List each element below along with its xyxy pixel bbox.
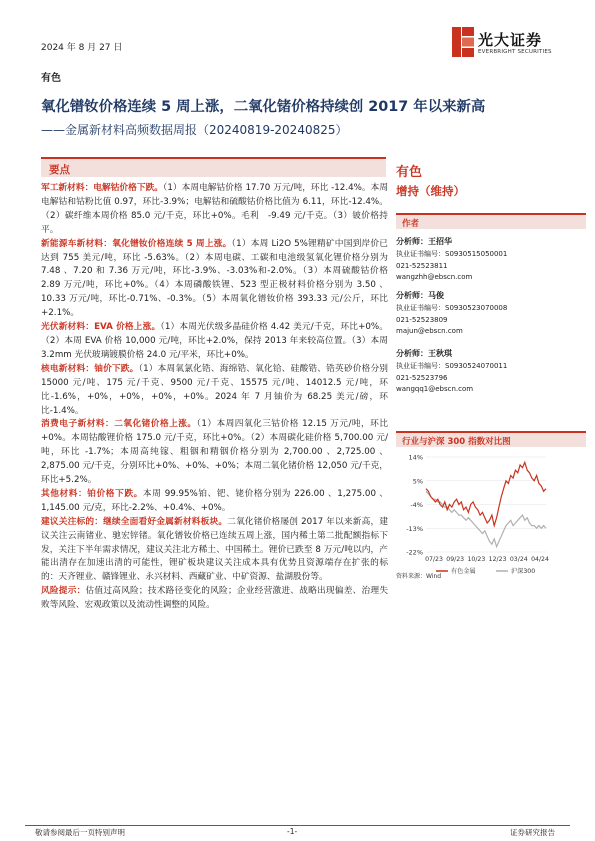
x-tick-label: 07/23 [425, 556, 443, 563]
industry-label: 有色 [41, 73, 61, 84]
sidebar-industry: 有色 [396, 165, 423, 180]
legend-label: 沪深300 [511, 568, 536, 575]
paragraph-label: 新能源车新材料：氧化镨钕价格连续 5 周上涨。 [41, 238, 232, 249]
y-tick-label: -22% [406, 548, 423, 557]
authors-heading: 作者 [402, 219, 420, 229]
paragraph-text: （1）本周 Li2O 5%锂精矿中国到岸价已达到 755 美元/吨，环比 -5.63%。（2）本周电碳、工碳和电池级氢氧化锂价格分别为 7.48 、7.20 和 7.36 万元/吨，环比-3.9%、-3.03%和-2.0%。（3）本周硫酸钴价格 2.89 万元/吨，环比+0%。（4）本周磷酸铁锂、523 型正极材料价格分别为 3.50 、10.33 万元/吨，环比-0.71%、-0.3%。（5）本周氧化镨钕价格 393.33 元/公斤，环比+2.1%。 [41, 238, 388, 319]
summary-paragraph [41, 238, 388, 321]
analyst-email[interactable]: wangzhh@ebscn.com [396, 273, 473, 282]
summary-section-bar [41, 157, 386, 177]
analyst-phone: 021-52523809 [396, 315, 448, 324]
summary-paragraph [41, 585, 388, 613]
everbright-logo [452, 25, 562, 65]
everbright-logo-icon [452, 27, 474, 57]
paragraph-text: （1）本周光伏级多晶硅价格 4.42 美元/千克，环比+0%。（2）本周 EVA 价格 10,000 元/吨，环比+2.0%，保持 2013 年来较高位置。（3）本周 3.2mm 光伏玻璃镀膜价格 24.0 元/平米，环比+0%。 [41, 322, 388, 360]
paragraph-text: 二氧化锗价格屡创 2017 年以来新高，建议关注云南锗业、驰宏锌锗。氧化镨钕价格已连续五周上涨，国内稀土第二批配额指标下发，关注下半年需求情况，建议关注北方稀土、中国稀土。锂价已跌至 8 万元/吨以内，产能出清存在加速出清的可能性，锂矿板块建议关注成本具有优势且资源端存在扩张的标的：天齐锂业、赣锋锂业、永兴材料、西藏矿业、中矿资源、盐湖股份等。 [41, 516, 389, 583]
summary-paragraph [41, 363, 388, 419]
analyst-card [396, 347, 507, 396]
summary-paragraph [41, 321, 388, 363]
summary-heading: 要点 [49, 164, 70, 176]
summary-paragraph [41, 516, 388, 586]
analyst-name: 分析师：马俊 [396, 291, 444, 300]
y-tick-label: -4% [410, 501, 423, 509]
footer-rule [25, 825, 570, 826]
chart-source: 资料来源：Wind [396, 573, 442, 580]
analyst-cert: 执业证书编号：S0930523070008 [396, 304, 508, 312]
chart-heading: 行业与沪深 300 指数对比图 [402, 437, 511, 447]
summary-paragraph [41, 488, 388, 516]
paragraph-label: 军工新材料：电解钴价格下跌。 [41, 183, 164, 193]
paragraph-label: 其他材料：铂价格下跌。 [41, 488, 143, 499]
report-date: 2024 年 8 月 27 日 [41, 43, 123, 53]
summary-paragraph [41, 418, 388, 488]
analyst-card [396, 235, 507, 284]
report-subtitle: ——金属新材料高频数据周报（20240819-20240825） [41, 123, 348, 137]
authors-bar [396, 213, 586, 229]
paragraph-label: 消费电子新材料：二氧化锗价格上涨。 [41, 419, 197, 430]
analyst-name: 分析师：王秋琪 [396, 349, 452, 358]
analyst-cert: 执业证书编号：S0930515050001 [396, 250, 508, 258]
summary-body [41, 182, 388, 613]
analyst-phone: 021-52523811 [396, 261, 448, 270]
paragraph-label: 核电新材料：铀价下跌。 [41, 363, 139, 374]
x-tick-label: 04/24 [531, 556, 549, 563]
analyst-email[interactable]: majun@ebscn.com [396, 327, 463, 336]
page-number: -1- [287, 827, 298, 836]
analyst-name: 分析师：王招华 [396, 237, 452, 246]
paragraph-label: 光伏新材料：EVA 价格上涨。 [41, 322, 161, 333]
paragraph-text: （1）本周四氧化三钴价格 12.15 万元/吨，环比+0%。本周钴酸锂价格 175.0 元/千克，环比+0%。（2）本周碳化硅价格 5,700.00 元/吨，环比 -1.7%；本周高纯镓、粗铟和精铟价格分别为 2,700.00 、2,725.00 、2,875.00 元/千克，分别环比+0%、+0%、+0%；本周二氧化锗价格 12,050 元/千克，环比+5.2%。 [41, 419, 389, 486]
paragraph-text: 本周 99.95%铂、钯、铑价格分别为 226.00 、1,275.00 、1,145.00 元/克，环比-2.2%、+0.4%、+0%。 [41, 488, 388, 513]
y-tick-label: -13% [406, 524, 423, 533]
summary-paragraph [41, 182, 388, 238]
logo-text-cn: 光大证券 [478, 31, 543, 49]
footer-disclaimer[interactable]: 敬请参阅最后一页特别声明 [35, 828, 125, 837]
legend-label: 有色金属 [451, 568, 476, 575]
rating: 增持（维持） [396, 184, 465, 198]
series-line [426, 462, 546, 525]
analyst-phone: 021-52523796 [396, 373, 448, 382]
x-tick-label: 09/23 [446, 556, 465, 563]
x-tick-label: 03/24 [509, 556, 528, 563]
x-tick-label: 12/23 [488, 556, 507, 563]
y-tick-label: 5% [412, 477, 423, 486]
paragraph-label: 风险提示： [41, 586, 86, 597]
x-tick-label: 10/23 [467, 556, 486, 563]
industry-vs-csi300-chart [396, 447, 586, 577]
logo-text-en: EVERBRIGHT SECURITIES [478, 49, 552, 55]
analyst-card [396, 289, 507, 338]
y-tick-label: 14% [408, 453, 423, 462]
chart-bar [396, 431, 586, 447]
paragraph-label: 建议关注标的：继续全面看好金属新材料板块。 [41, 516, 228, 527]
paragraph-text: （1）本周氧氯化锆、海绵锆、氧化铪、硅酸锆、锆英砂价格分别 15000 元/吨、175 元/千克、9500 元/千克、15575 元/吨、14012.5 元/吨，环比-1.6%，+0%，+0%，+0%，+0%。2024 年 7 月铀价为 68.25 美元/磅，环比-1.4%。 [41, 363, 388, 416]
report-title: 氧化镨钕价格连续 5 周上涨，二氧化锗价格持续创 2017 年以来新高 [41, 99, 486, 115]
footer-label: 证券研究报告 [510, 828, 555, 837]
paragraph-text: （1）本周电解钴价格 17.70 万元/吨，环比 -12.4%。本周电解钴和钴粉比值 0.97，环比-3.9%；电解钴和硫酸钴价格比值为 6.11，环比-12.4%。（2）碳纤维本周价格 85.0 元/千克，环比+0%。毛利 -9.49 元/千克。（3）铍价格持平。 [41, 183, 389, 235]
analyst-cert: 执业证书编号：S0930524070011 [396, 362, 508, 370]
paragraph-text: 估值过高风险；技术路径变化的风险；企业经营激进、战略出现偏差、治理失败等风险、宏观政策以及流动性调整的风险。 [41, 586, 389, 611]
analyst-email[interactable]: wangqq1@ebscn.com [396, 385, 474, 394]
